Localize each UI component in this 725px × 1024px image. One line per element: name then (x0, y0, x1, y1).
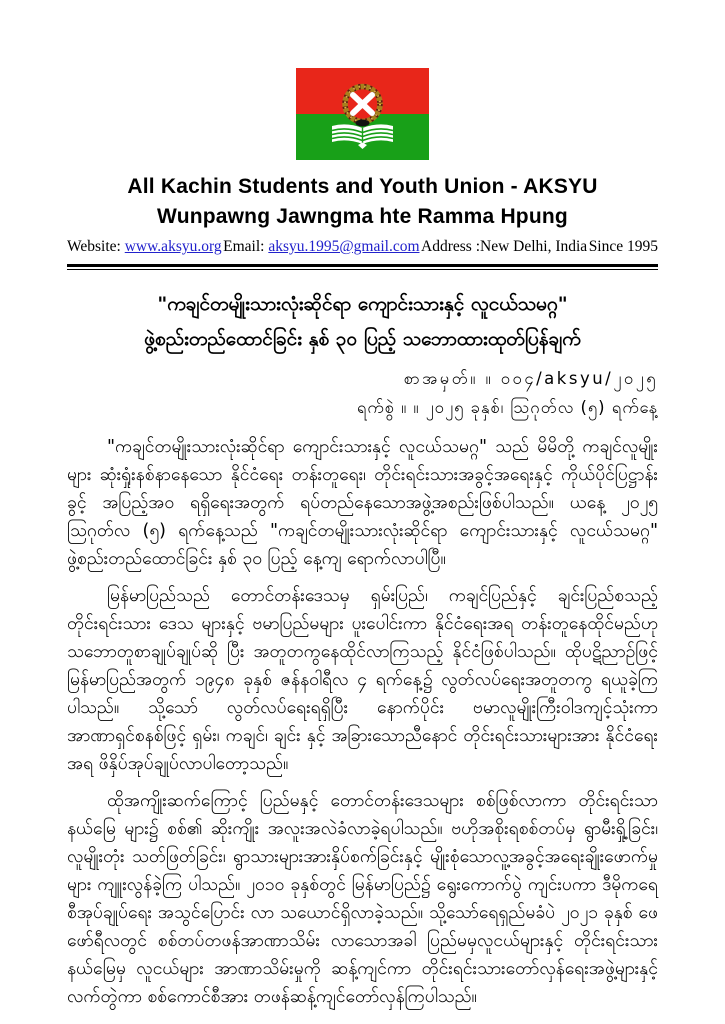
org-name-kachin: Wunpawng Jawngma hte Ramma Hpung (157, 205, 568, 228)
email-group (223, 237, 419, 257)
website-link[interactable]: www.aksyu.org (124, 238, 222, 255)
since-text: Since 1995 (588, 238, 658, 255)
paragraph-2: မြန်မာပြည်သည် တောင်တန်းဒေသမှ ရှမ်းပြည်၊ ကချင်ပြည်နှင့် ချင်းပြည်စသည့်တိုင်းရင်းသား ဒေသ များနှင့် ဗမာပြည်မများ ပူးပေါင်းကာ နိုင်ငံရေးအရ တန်းတူနေထိုင်မည်ဟု သဘောတူစာချုပ်ချုပ်ဆို ပြီး အတူတကွနေထိုင်လာကြသည့် နိုင်ငံဖြစ်ပါသည်။ ထိုပဋိညာဉ်ဖြင့် မြန်မာပြည်အတွက် ၁၉၄၈ ခုနှစ် ဇန်နဝါရီလ ၄ ရက်နေ့၌ လွတ်လပ်ရေးအတူတကွ ရယူခဲ့ကြပါသည်။ သို့သော် လွတ်လပ်ရေးရရှိပြီး နောက်ပိုင်း ဗမာလူမျိုးကြီးဝါဒကျင့်သုံးကာ အာဏာရှင်စနစ်ဖြင့် ရှမ်း၊ ကချင်၊ ချင်း နှင့် အခြားသောညီနောင် တိုင်းရင်းသားများအား နိုင်ငံရေးအရ ဖိနှိပ်အုပ်ချုပ်လာပါတော့သည်။ (67, 586, 658, 774)
org-name-english: All Kachin Students and Youth Union - AKSYU (127, 175, 598, 198)
email-label: Email: (223, 238, 265, 255)
paragraph-1: "ကချင်တမျိုးသားလုံးဆိုင်ရာ ကျောင်းသားနှင့် လူငယ်သမဂ္ဂ" သည် မိမိတို့ ကချင်လူမျိုးများ ဆုံးရှုံးနစ်နာနေသော နိုင်ငံရေး တန်းတူရေး၊ တိုင်းရင်းသားအခွင့်အရေးနှင့် ကိုယ်ပိုင်ပြဋ္ဌာန်းခွင့် အပြည့်အဝ ရရှိရေးအတွက် ရပ်တည်နေသောအဖွဲ့အစည်းဖြစ်ပါသည်။ ယနေ့ ၂၀၂၅ ဩဂုတ်လ (၅) ရက်နေ့သည် "ကချင်တမျိုးသားလုံးဆိုင်ရာ ကျောင်းသားနှင့် လူငယ်သမဂ္ဂ" ဖွဲ့စည်းတည်ထောင်ခြင်း နှစ် ၃၀ ပြည့် နေ့ကျ ရောက်လာပါပြီ။ (67, 437, 658, 569)
statement-title-line2: ဖွဲ့စည်းတည်ထောင်ခြင်း နှစ် ၃၀ ပြည့် သဘောထားထုတ်ပြန်ချက် (144, 328, 581, 350)
statement-meta (67, 364, 658, 422)
statement-body (67, 433, 658, 1011)
statement-title (67, 287, 658, 357)
reference-number: စာအမှတ်။ ။ ၀၀၄/aksyu/၂၀၂၅ (403, 369, 658, 388)
statement-date: ရက်စွဲ ။ ။ ၂၀၂၅ ခုနှစ်၊ ဩဂုတ်လ (၅) ရက်နေ့ (356, 398, 658, 417)
statement-title-line1: "ကချင်တမျိုးသားလုံးဆိုင်ရာ ကျောင်းသားနှင့် လူငယ်သမဂ္ဂ" (157, 293, 568, 315)
address-text: Address :New Delhi, India (421, 238, 588, 255)
aksyu-flag-logo (296, 68, 429, 160)
emblem-base (356, 120, 370, 127)
website-group (67, 237, 222, 257)
header-divider (67, 264, 658, 270)
flag-image (296, 68, 429, 160)
paragraph-3: ထိုအကျိုးဆက်ကြောင့် ပြည်မနှင့် တောင်တန်းဒေသများ စစ်ဖြစ်လာကာ တိုင်းရင်းသာနယ်မြေ များ၌ စစ်၏ ဆိုးကျိုး အလူးအလဲခံလာခဲ့ရပါသည်။ ဗဟိုအစိုးရစစ်တပ်မှ ရွာမီးရှို့ခြင်း၊ လူမျိုးတုံး သတ်ဖြတ်ခြင်း၊ ရွာသားများအားနှိပ်စက်ခြင်းနှင့် မျိုးစုံသောလူ့အခွင့်အရေးချိုးဖောက်မှုများ ကျူးလွန်ခဲ့ကြ ပါသည်။ ၂၀၁၀ ခုနှစ်တွင် မြန်မာပြည်၌ ရွေးကောက်ပွဲ ကျင်းပကာ ဒီမိုကရေစီအုပ်ချုပ်ရေး အသွင်ပြောင်း လာ သယောင်ရှိလာခဲ့သည်။ သို့သော်ရေရှည်မခံပဲ ၂၀၂၁ ခုနှစ် ဖေဖော်ရီလတွင် စစ်တပ်တဖန်အာဏာသိမ်း လာသောအခါ ပြည်မမှလူငယ်များနှင့် တိုင်းရင်းသားနယ်မြေမှ လူငယ်များ အာဏာသိမ်းမှုကို ဆန့်ကျင်ကာ တိုင်းရင်းသားတော်လှန်ရေးအဖွဲ့များနှင့်လက်တွဲကာ စစ်ကောင်စီအား တဖန်ဆန့်ကျင်တော်လှန်ကြပါသည်။ (67, 791, 658, 1007)
website-label: Website: (67, 238, 121, 255)
contact-line (67, 237, 658, 257)
email-link[interactable]: aksyu.1995@gmail.com (268, 238, 420, 255)
